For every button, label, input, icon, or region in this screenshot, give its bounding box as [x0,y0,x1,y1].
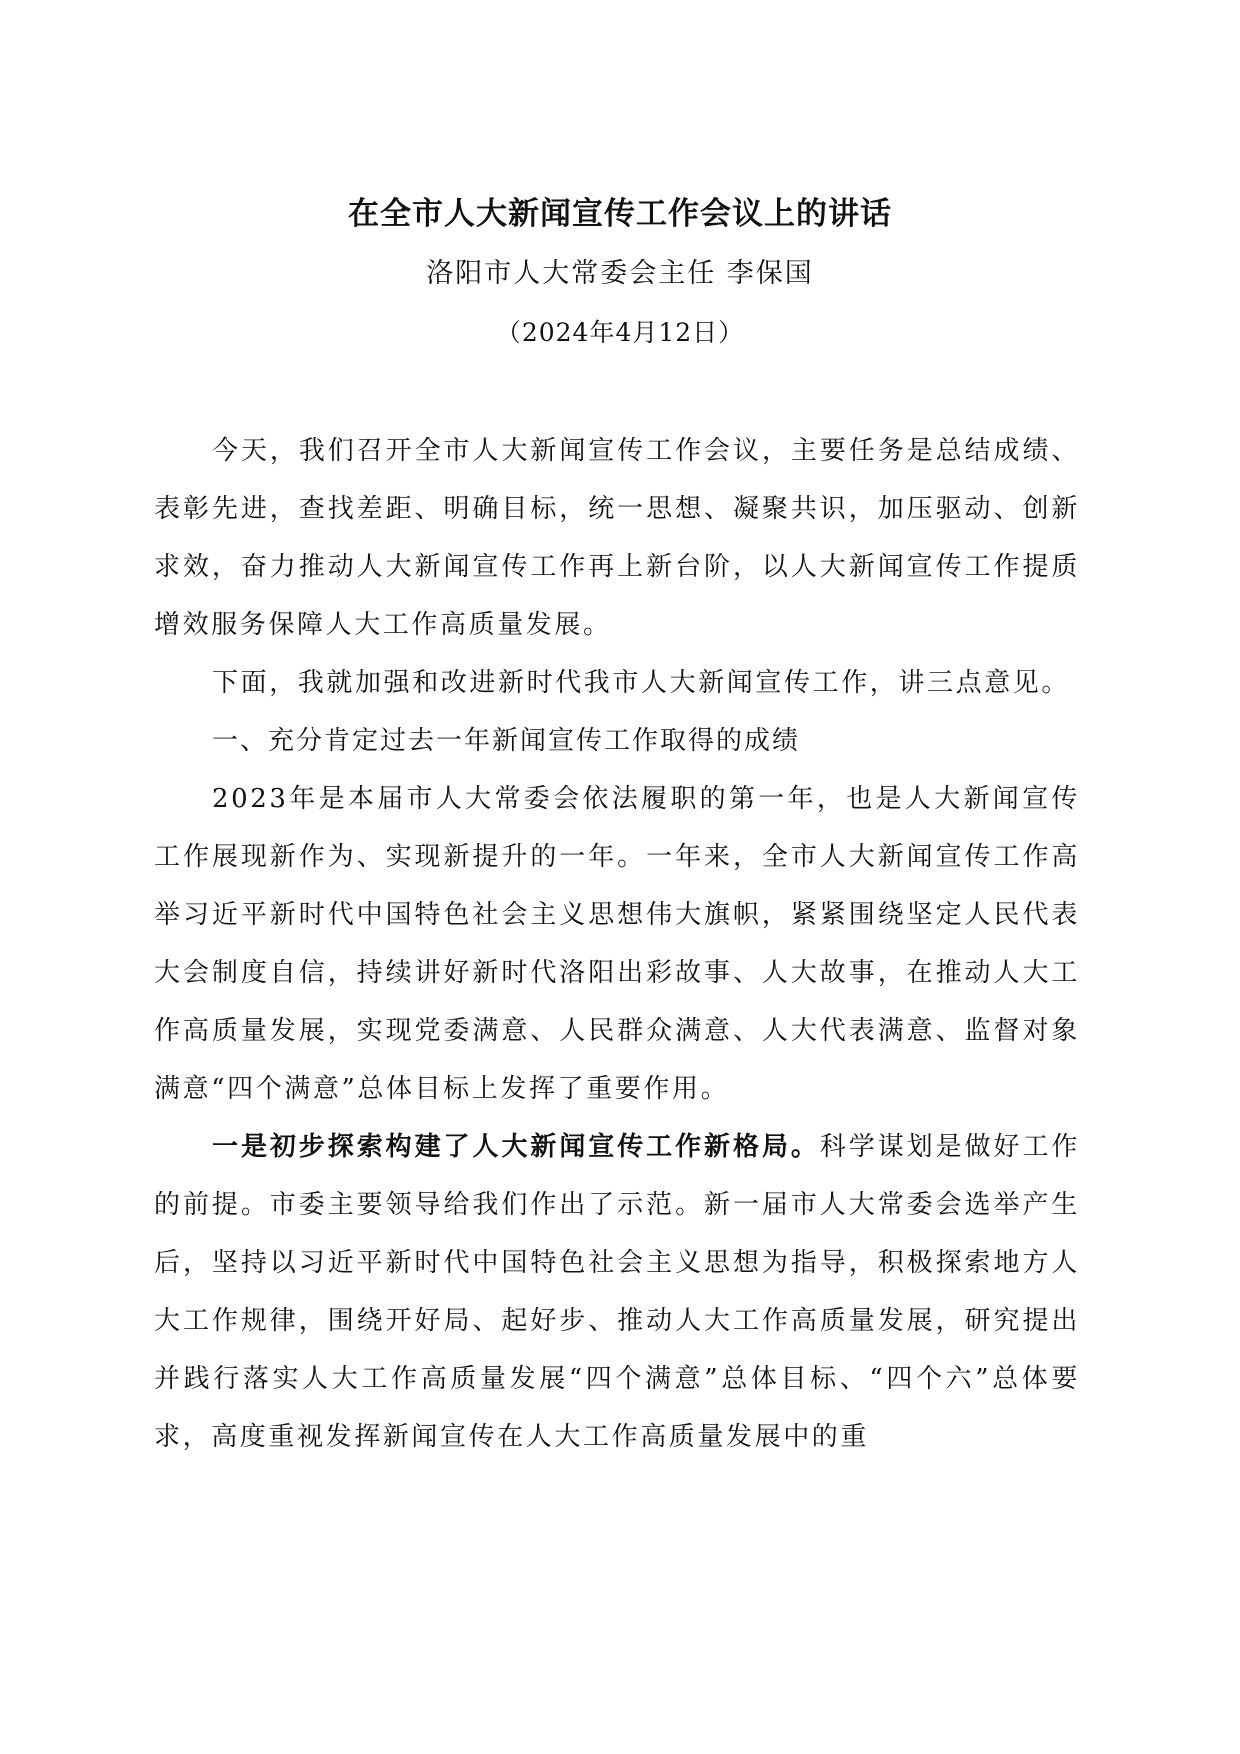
paragraph-opening: 今天，我们召开全市人大新闻宣传工作会议，主要任务是总结成绩、表彰先进，查找差距、明确目标，统一思想、凝聚共识，加压驱动、创新求效，奋力推动人大新闻宣传工作再上新台阶，以人大新闻宣传工作提质增效服务保障人大工作高质量发展。 [154,436,1080,640]
section-heading-1: 一、充分肯定过去一年新闻宣传工作取得的成绩 [212,726,801,756]
document-body [154,422,1080,1466]
point-1-text: 科学谋划是做好工作的前提。市委主要领导给我们作出了示范。新一届市人大常委会选举产生后，坚持以习近平新时代中国特色社会主义思想为指导，积极探索地方人大工作规律，围绕开好局、起好步、推动人大工作高质量发展，研究提出并践行落实人大工作高质量发展“四个满意”总体目标、“四个六”总体要求，高度重视发挥新闻宣传在人大工作高质量发展中的重 [154,1132,1080,1452]
speaker-byline: 洛阳市人大常委会主任 李保国 [426,258,814,289]
paragraph-achievements: 2023年是本届市人大常委会依法履职的第一年，也是人大新闻宣传工作展现新作为、实现新提升的一年。一年来，全市人大新闻宣传工作高举习近平新时代中国特色社会主义思想伟大旗帜，紧紧围绕坚定人民代表大会制度自信，持续讲好新时代洛阳出彩故事、人大故事，在推动人大工作高质量发展，实现党委满意、人民群众满意、人大代表满意、监督对象满意“四个满意”总体目标上发挥了重要作用。 [154,784,1080,1104]
paragraph-outline: 下面，我就加强和改进新时代我市人大新闻宣传工作，讲三点意见。 [212,668,1071,698]
paragraph-point-1 [154,1118,1080,1466]
speech-date: （2024年4月12日） [495,318,745,347]
document-title: 在全市人大新闻宣传工作会议上的讲话 [348,196,892,232]
point-1-lead: 一是初步探索构建了人大新闻宣传工作新格局。 [212,1132,820,1162]
